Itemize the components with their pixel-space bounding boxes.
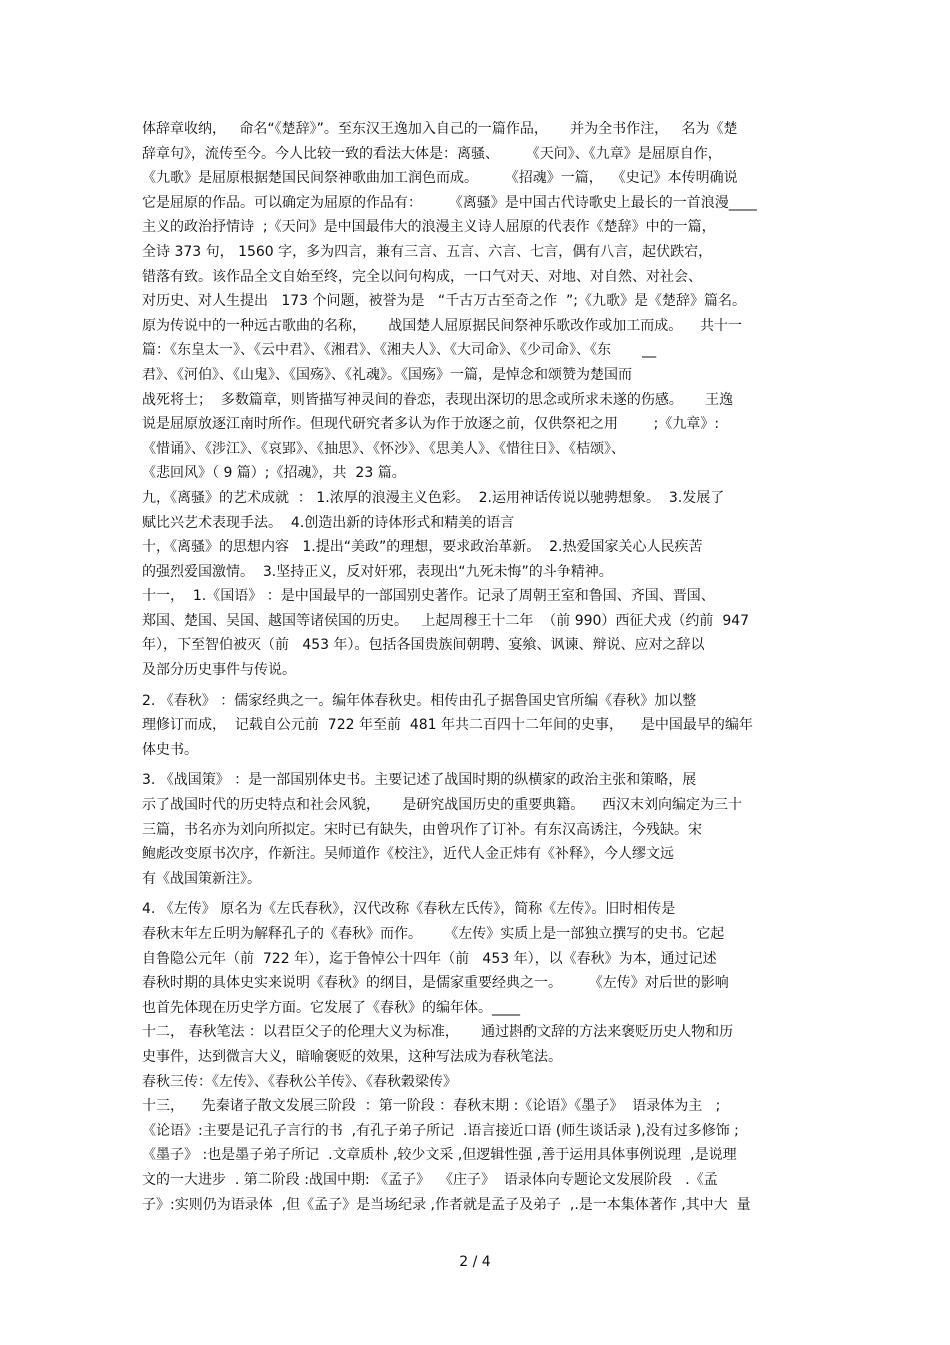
text-line: 九，《离骚》的艺术成就 ： 1.浓厚的浪漫主义色彩。 2.运用神话传说以驰骋想象。 3.发展了: [142, 489, 725, 506]
text-line: 春秋三传：《左传》、《春秋公羊传》、《春秋穀梁传》: [142, 1073, 457, 1090]
paragraph: [142, 689, 814, 763]
text-line: 鲍彪改变原书次序，作新注。吴师道作《校注》，近代人金正炜有《补释》，今人缪文远: [142, 846, 674, 863]
paragraph: [142, 897, 814, 1217]
text-line: 史事件，达到微言大义，暗喻褒贬的效果，这种写法成为春秋笔法。: [142, 1048, 562, 1065]
text-line: 也首先体现在历史学方面。它发展了《春秋》的编年体。____: [142, 999, 520, 1016]
text-line: 4. 《左传》 原名为《左氏春秋》，汉代改称《春秋左氏传》，简称《左传》。旧时相传是: [142, 901, 676, 918]
text-line: 及部分历史事件与传说。: [142, 662, 296, 679]
text-line: 战死将士； 多数篇章，则皆描写神灵间的眷恋，表现出深切的思念或所求未遂的伤感。 王逸: [142, 391, 734, 408]
text-line: 说是屈原放逐江南时所作。但现代研究者多认为作于放逐之前，仅供祭祀之用 ;《九章》:: [142, 416, 720, 433]
text-line: 十二， 春秋笔法 ：以君臣父子的伦理大义为标准， 通过斟酌文辞的方法来褒贬历史人物和历: [142, 1024, 734, 1041]
text-line: 十，《离骚》的思想内容 1.提出“美政”的理想，要求政治革新。 2.热爱国家关心人民疾苦: [142, 539, 703, 556]
text-line: 2. 《春秋》 ：儒家经典之一。编年体春秋史。相传由孔子据鲁国史官所编《春秋》加以整: [142, 692, 697, 709]
text-line: 《悲回风》（ 9 篇）;《招魂》，共 23 篇。: [142, 465, 406, 482]
text-line: 有《战国策新注》。: [142, 870, 261, 887]
text-line: 君》、《河伯》、《山鬼》、《国殇》、《礼魂》。《国殇》一篇，是悼念和颂赞为楚国而: [142, 366, 632, 383]
text-line: 郑国、楚国、吴国、越国等诸侯国的历史。 上起周穆王十二年 （前 990）西征犬戎（约前 947: [142, 612, 750, 629]
text-line: 体辞章收纳， 命名“《楚辞》”。至东汉王逸加入自己的一篇作品， 并为全书作注， 名为《楚: [142, 121, 738, 137]
text-line: 春秋时期的具体史实来说明《春秋》的纲目，是儒家重要经典之一。 《左传》对后世的影响: [142, 975, 729, 992]
text-line: 它是屈原的作品。可以确定为屈原的作品有： 《离骚》是中国古代诗歌史上最长的一首浪漫____: [142, 194, 757, 211]
text-line: 主义的政治抒情诗 ;《天问》是中国最伟大的浪漫主义诗人屈原的代表作《楚辞》中的一篇，: [142, 219, 716, 236]
text-line: 子》:实则仍为语录体 ,但《孟子》是当场纪录 ,作者就是孟子及弟子 ,.是一本集体著作 ,其中大 量: [142, 1196, 751, 1213]
text-line: 春秋末年左丘明为解释孔子的《春秋》而作。 《左传》实质上是一部独立撰写的史书。它起: [142, 926, 725, 942]
text-line: 赋比兴艺术表现手法。 4.创造出新的诗体形式和精美的语言: [142, 514, 515, 531]
text-line: 体史书。: [142, 741, 198, 758]
text-line: 原为传说中的一种远古歌曲的名称， 战国楚人屈原据民间祭神乐歌改作或加工而成。 共十一: [142, 317, 743, 334]
paragraph: [142, 768, 814, 891]
text-line: 示了战国时代的历史特点和社会风貌， 是研究战国历史的重要典籍。 西汉末刘向编定为三十: [142, 797, 743, 814]
text-line: 3. 《战国策》 ：是一部国别体史书。主要记述了战国时期的纵横家的政治主张和策略，展: [142, 772, 697, 789]
text-line: 《九歌》是屈原根据楚国民间祭神歌曲加工润色而成。 《招魂》一篇， 《史记》本传明确说: [142, 170, 738, 187]
paragraph: [142, 117, 814, 683]
text-line: 《惜诵》、《涉江》、《哀郢》、《抽思》、《怀沙》、《思美人》、《惜往日》、《桔颂》、: [142, 440, 625, 457]
text-line: 对历史、对人生提出 173 个问题，被誉为是 “千古万古至奇之作 ”;《九歌》是《楚辞》篇名。: [142, 293, 746, 310]
text-line: 文的一大进步 . 第二阶段 :战国中期: 《孟子》 《庄子》 语录体向专题论文发展阶段 .《孟: [142, 1171, 718, 1188]
text-line: 理修订而成， 记载自公元前 722 年至前 481 年共二百四十二年间的史事， 是中国最早的编年: [142, 717, 753, 734]
text-line: 辞章句》，流传至今。今人比较一致的看法大体是：离骚、 《天问》、《九章》是屈原自作，: [142, 145, 722, 162]
text-line: 十三， 先秦诸子散文发展三阶段 ：第一阶段 ：春秋末期 :《论语》《墨子》 语录体为主 ;: [142, 1098, 721, 1115]
text-line: 篇：《东皇太一》、《云中君》、《湘君》、《湘夫人》、《大司命》、《少司命》、《东 __: [142, 342, 657, 359]
text-line: 全诗 373 句， 1560 字，多为四言，兼有三言、五言、六言、七言，偶有八言，起伏跌宕，: [142, 243, 713, 260]
page-number: 2 / 4: [459, 1254, 491, 1270]
text-line: 错落有致。该作品全文自始至终，完全以问句构成，一口气对天、对地、对自然、对社会、: [142, 268, 702, 285]
text-line: 的强烈爱国激情。 3.坚持正义，反对奸邪，表现出“九死未悔”的斗争精神。: [142, 563, 613, 580]
text-line: 《墨子》 :也是墨子弟子所记 .文章质朴 ,较少文采 ,但逻辑性强 ,善于运用具体事例说理 ,是说理: [142, 1147, 737, 1164]
text-line: 十一， 1.《国语》 ：是中国最早的一部国别史著作。记录了周朝王室和鲁国、齐国、晋国、: [142, 588, 715, 605]
text-line: 三篇，书名亦为刘向所拟定。宋时已有缺失，由曾巩作了订补。有东汉高诱注，今残缺。宋: [142, 821, 702, 838]
text-line: 自鲁隐公元年（前 722 年），迄于鲁悼公十四年（前 453 年），以《春秋》为本，通过记述: [142, 950, 717, 967]
text-line: 年），下至智伯被灭（前 453 年）。包括各国贵族间朝聘、宴飨、讽谏、辩说、应对之辞以: [142, 637, 705, 654]
text-line: 《论语》:主要是记孔子言行的书 ,有孔子弟子所记 .语言接近口语 (师生谈话录 ),没有过多修饰 ;: [142, 1122, 739, 1139]
document-body: [142, 117, 814, 1217]
